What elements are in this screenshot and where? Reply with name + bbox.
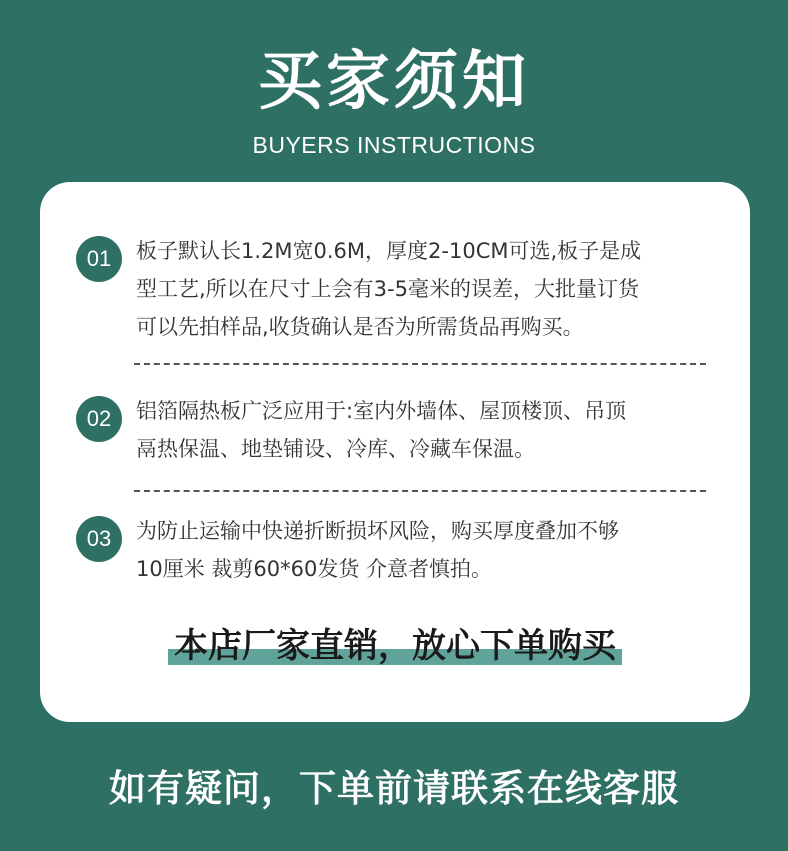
note-text — [136, 392, 716, 468]
note-number-badge: 03 — [76, 516, 122, 562]
note-number-badge: 02 — [76, 396, 122, 442]
slogan-text: 本店厂家直销，放心下单购买 — [174, 626, 616, 666]
page-title: 买家须知 — [258, 45, 530, 119]
note-line: 可以先拍样品,收货确认是否为所需货品再购买。 — [136, 315, 584, 339]
note-line: 板子默认长1.2M宽0.6M，厚度2-10CM可选,板子是成 — [136, 239, 642, 263]
note-line: 10厘米 裁剪60*60发货 介意者慎拍。 — [136, 557, 493, 581]
note-line: 型工艺,所以在尺寸上会有3-5毫米的误差，大批量订货 — [136, 277, 639, 301]
instructions-card — [40, 182, 750, 722]
note-text — [136, 512, 716, 588]
footer-contact-text: 如有疑问，下单前请联系在线客服 — [109, 767, 679, 810]
dashed-divider — [134, 363, 706, 365]
page-subtitle: BUYERS INSTRUCTIONS — [252, 132, 536, 158]
note-line: 鬲热保温、地垫铺设、冷库、冷藏车保温。 — [136, 437, 535, 461]
slogan-container — [40, 618, 750, 667]
slogan — [168, 618, 622, 667]
dashed-divider — [134, 490, 706, 492]
note-line: 铝箔隔热板广泛应用于:室内外墙体、屋顶楼顶、吊顶 — [136, 399, 627, 423]
note-text — [136, 232, 716, 346]
note-line: 为防止运输中快递折断损坏风险，购买厚度叠加不够 — [136, 519, 619, 543]
note-number-badge: 01 — [76, 236, 122, 282]
